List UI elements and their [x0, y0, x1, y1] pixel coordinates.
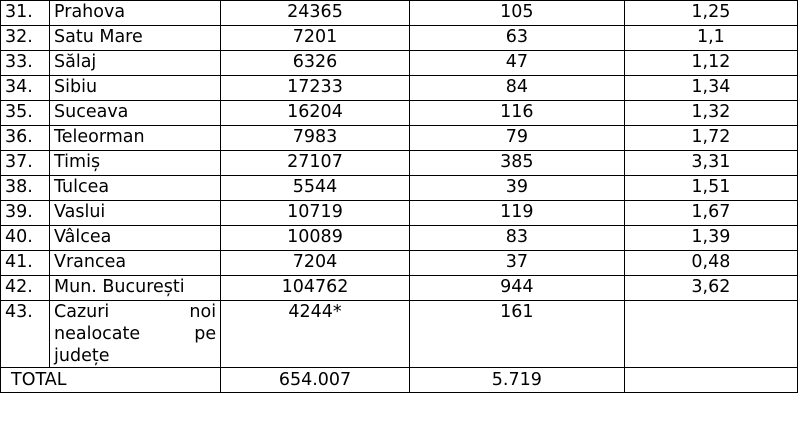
cell-value-c: 1,67 — [624, 201, 797, 226]
cell-value-b: 116 — [409, 101, 624, 126]
cell-value-c: 3,62 — [624, 276, 797, 301]
cell-value-a: 10719 — [221, 201, 410, 226]
table-row-total — [1, 368, 798, 393]
cell-value-a: 7201 — [221, 26, 410, 51]
cell-value-b: 83 — [409, 226, 624, 251]
county-name: Mun. București — [50, 276, 221, 301]
cell-value-b: 105 — [409, 1, 624, 26]
county-name: Tulcea — [50, 176, 221, 201]
cell-value-a: 6326 — [221, 51, 410, 76]
table-row — [1, 126, 798, 151]
county-name: Suceava — [50, 101, 221, 126]
table-row — [1, 251, 798, 276]
table-row — [1, 176, 798, 201]
cell-value-c: 1,72 — [624, 126, 797, 151]
cell-value-b: 37 — [409, 251, 624, 276]
cell-value-a: 7983 — [221, 126, 410, 151]
total-value-a: 654.007 — [221, 368, 410, 393]
total-value-c — [624, 368, 797, 393]
county-name: Sălaj — [50, 51, 221, 76]
row-number: 37. — [1, 151, 50, 176]
cell-value-c: 0,48 — [624, 251, 797, 276]
county-name: Vâlcea — [50, 226, 221, 251]
county-name-line: Cazuri noi — [54, 302, 217, 322]
cell-value-a: 27107 — [221, 151, 410, 176]
cell-value-c: 1,25 — [624, 1, 797, 26]
table-row-unallocated — [1, 301, 798, 368]
row-number: 42. — [1, 276, 50, 301]
cell-value-c: 3,31 — [624, 151, 797, 176]
cell-value-c: 1,32 — [624, 101, 797, 126]
cell-value-c: 1,1 — [624, 26, 797, 51]
table-row — [1, 201, 798, 226]
row-number: 40. — [1, 226, 50, 251]
cell-value-b: 161 — [409, 301, 624, 368]
cell-value-b: 79 — [409, 126, 624, 151]
county-name: Vaslui — [50, 201, 221, 226]
cell-value-b: 47 — [409, 51, 624, 76]
cell-value-a: 104762 — [221, 276, 410, 301]
cell-value-c: 1,12 — [624, 51, 797, 76]
county-name-line: județe — [54, 346, 110, 366]
table-row — [1, 101, 798, 126]
county-name: Vrancea — [50, 251, 221, 276]
cell-value-b: 385 — [409, 151, 624, 176]
county-name: Satu Mare — [50, 26, 221, 51]
row-number: 35. — [1, 101, 50, 126]
cell-value-a: 4244* — [221, 301, 410, 368]
row-number: 34. — [1, 76, 50, 101]
row-number: 41. — [1, 251, 50, 276]
cell-value-b: 944 — [409, 276, 624, 301]
row-number: 43. — [1, 301, 50, 368]
cell-value-a: 16204 — [221, 101, 410, 126]
table-row — [1, 51, 798, 76]
cell-value-b: 63 — [409, 26, 624, 51]
county-name: Prahova — [50, 1, 221, 26]
county-name: Teleorman — [50, 126, 221, 151]
total-label: TOTAL — [1, 368, 221, 393]
row-number: 32. — [1, 26, 50, 51]
table-body — [1, 1, 798, 393]
county-name — [50, 301, 221, 368]
cell-value-a: 24365 — [221, 1, 410, 26]
row-number: 36. — [1, 126, 50, 151]
cell-value-c: 1,39 — [624, 226, 797, 251]
cell-value-c — [624, 301, 797, 368]
cell-value-c: 1,34 — [624, 76, 797, 101]
cell-value-c: 1,51 — [624, 176, 797, 201]
county-name: Sibiu — [50, 76, 221, 101]
table-row — [1, 151, 798, 176]
total-value-b: 5.719 — [409, 368, 624, 393]
row-number: 38. — [1, 176, 50, 201]
county-name-line: nealocate pe — [54, 324, 217, 344]
cell-value-b: 119 — [409, 201, 624, 226]
row-number: 39. — [1, 201, 50, 226]
row-number: 31. — [1, 1, 50, 26]
cell-value-a: 17233 — [221, 76, 410, 101]
row-number: 33. — [1, 51, 50, 76]
cell-value-a: 7204 — [221, 251, 410, 276]
cell-value-a: 10089 — [221, 226, 410, 251]
table-row — [1, 226, 798, 251]
cell-value-b: 39 — [409, 176, 624, 201]
county-name: Timiș — [50, 151, 221, 176]
cell-value-b: 84 — [409, 76, 624, 101]
table-row — [1, 276, 798, 301]
table-row — [1, 1, 798, 26]
cell-value-a: 5544 — [221, 176, 410, 201]
table-row — [1, 76, 798, 101]
table-row — [1, 26, 798, 51]
